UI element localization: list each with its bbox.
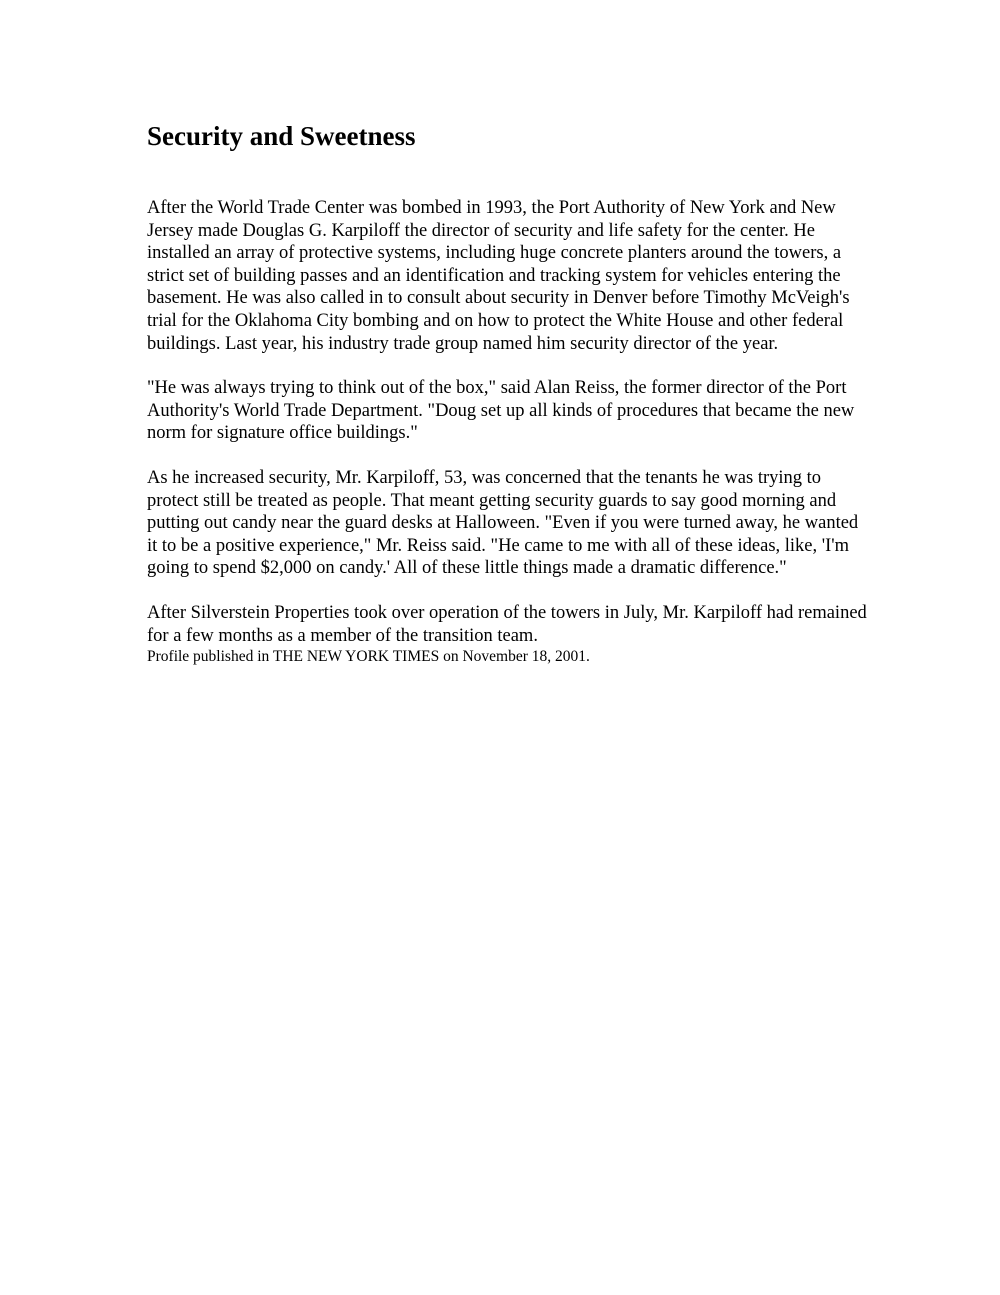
paragraph-2: "He was always trying to think out of the box," said Alan Reiss, the former director of the Port Authority's World Trade Department. "Doug set up all kinds of procedures that became the new norm for signature office buildings."	[147, 378, 855, 444]
paragraph-4: After Silverstein Properties took over operation of the towers in July, Mr. Karpiloff had remained for a few months as a member of the transition team.	[147, 602, 867, 646]
article-title: Security and Sweetness	[147, 121, 416, 151]
publication-credit: Profile published in THE NEW YORK TIMES on November 18, 2001.	[147, 648, 590, 666]
paragraph-1: After the World Trade Center was bombed in 1993, the Port Authority of New York and New Jersey made Douglas G. Karpiloff the director of security and life safety for the center. He installed an array of protective systems, including huge concrete planters around the towers, a strict set of building passes and an identification and tracking system for vehicles entering the basement. He was also called in to consult about security in Denver before Timothy McVeigh's trial for the Oklahoma City bombing and on how to protect the White House and other federal buildings. Last year, his industry trade group named him security director of the year.	[147, 198, 850, 354]
paragraph-3: As he increased security, Mr. Karpiloff, 53, was concerned that the tenants he was trying to protect still be treated as people. That meant getting security guards to say good morning and putting out candy near the guard desks at Halloween. "Even if you were turned away, he wanted it to be a positive experience," Mr. Reiss said. "He came to me with all of these ideas, like, 'I'm going to spend $2,000 on candy.' All of these little things made a dramatic difference."	[147, 467, 859, 579]
article	[147, 118, 867, 666]
article-body	[147, 197, 867, 666]
